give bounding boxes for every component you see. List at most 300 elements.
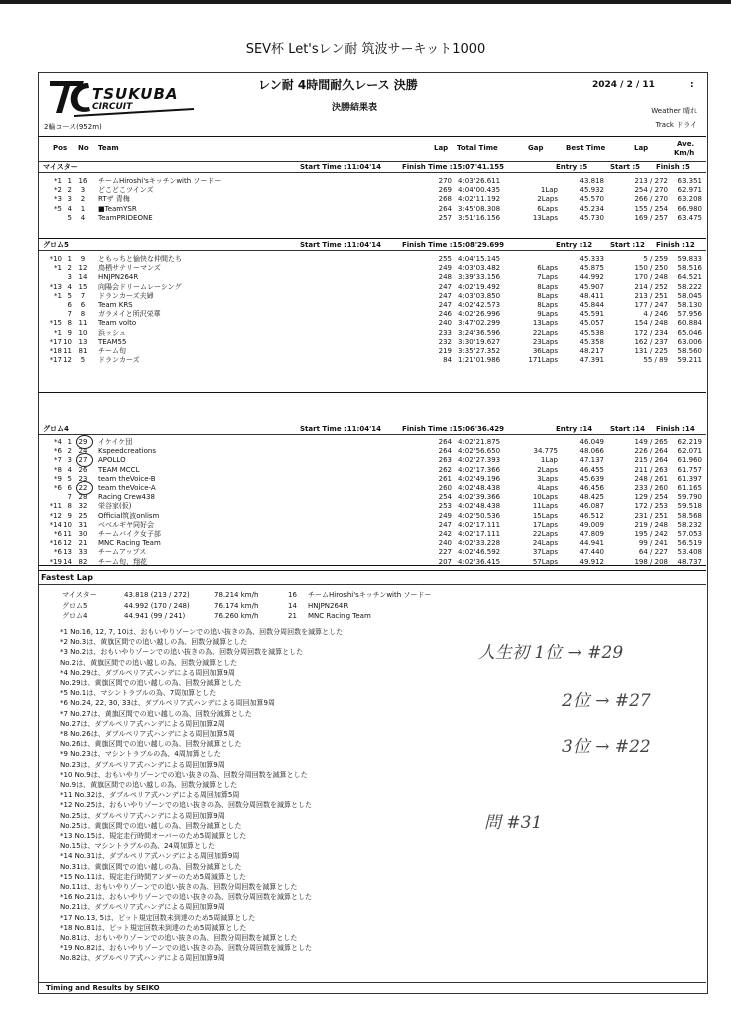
row-no: 25	[78, 511, 88, 520]
row-total: 3:35'27.352	[458, 347, 501, 355]
fastest-team: MNC Racing Team	[308, 612, 371, 620]
class-header	[40, 162, 704, 172]
row-pos: 9	[67, 511, 72, 520]
row-bestlap: 226 / 264	[634, 447, 668, 456]
row-no: 1	[80, 204, 86, 213]
row-mark: *17	[49, 356, 62, 365]
row-best: 45.591	[579, 310, 604, 319]
class-end-divider	[38, 392, 706, 393]
row-no: 9	[80, 255, 86, 263]
note-line: *7 No.27は、黄旗区間での追い越しの為、回数分減算とした	[60, 709, 252, 718]
row-no: 14	[78, 273, 88, 282]
row-ave: 62.219	[677, 438, 702, 446]
row-ave: 61.397	[677, 474, 702, 483]
event-title: SEV杯 Let'sレン耐 筑波サーキット1000	[245, 42, 486, 57]
row-pos: 12	[63, 539, 72, 548]
row-lap: 269	[438, 186, 452, 195]
row-no: 5	[80, 356, 86, 365]
row-best: 45.538	[579, 328, 604, 337]
fastest-lap-row	[40, 601, 704, 611]
row-best: 46.087	[579, 502, 604, 511]
class-header-divider	[38, 172, 706, 173]
row-mark: *7	[54, 456, 62, 465]
row-total: 4:02'36.415	[458, 557, 501, 566]
col-no: No	[78, 144, 89, 152]
col-team: Team	[98, 144, 119, 152]
note-line: No.15は、マシントラブルの為、24周加算とした	[60, 842, 215, 851]
row-team: ドランカーズ夫婦	[98, 291, 154, 300]
row-ave: 63.351	[677, 177, 702, 185]
row-lap: 247	[438, 520, 452, 529]
fastest-lap-row	[40, 590, 704, 600]
row-pos: 7	[67, 310, 72, 319]
row-total: 4:02'26.996	[458, 310, 501, 319]
row-mark: *6	[54, 484, 62, 492]
row-lap: 253	[438, 502, 452, 511]
fastest-lap-row	[40, 611, 704, 621]
row-no: 29	[78, 438, 88, 446]
row-bestlap: 233 / 260	[634, 484, 668, 492]
row-team: どこどこツインズ	[98, 186, 154, 195]
row-bestlap: 198 / 208	[634, 557, 668, 566]
row-lap: 249	[438, 511, 452, 520]
row-gap: 171Laps	[528, 356, 558, 365]
class-entry-count: Entry :12	[556, 241, 593, 249]
row-team: イケイケ団	[98, 438, 133, 446]
row-bestlap: 213 / 251	[634, 291, 668, 300]
row-no: 2	[80, 195, 86, 204]
row-bestlap: 99 / 241	[638, 539, 668, 548]
row-team: Team volto	[98, 319, 137, 328]
row-total: 4:02'17.111	[458, 520, 501, 529]
row-bestlap: 131 / 225	[634, 347, 668, 355]
row-team: Official筑波onlism	[98, 511, 160, 520]
row-pos: 8	[67, 502, 72, 511]
row-ave: 60.884	[677, 319, 702, 328]
row-best: 47.137	[579, 456, 604, 465]
class-end-divider	[38, 565, 706, 566]
row-pos: 7	[67, 493, 72, 502]
handwritten-note-1: 人生初 1位 → #29	[478, 643, 624, 663]
row-team: ■TeamYSR	[98, 204, 137, 213]
row-lap: 240	[438, 319, 452, 328]
col-ave: Ave.	[677, 140, 695, 148]
fastest-time: 44.941 (99 / 241)	[124, 612, 186, 620]
row-team: チーム旬	[98, 347, 126, 355]
row-no: 23	[78, 474, 88, 483]
row-no: 13	[78, 337, 88, 346]
row-best: 45.234	[579, 204, 604, 213]
hand-drawn-circle	[76, 435, 93, 449]
class-start-time: Start Time :11:04'14	[300, 163, 381, 171]
header-divider	[38, 136, 706, 137]
row-bestlap: 150 / 250	[634, 264, 668, 273]
row-pos: 10	[63, 520, 72, 529]
row-mark: *9	[54, 474, 62, 483]
row-no: 21	[78, 539, 88, 548]
row-lap: 254	[438, 493, 452, 502]
row-lap: 247	[438, 282, 452, 291]
row-team: TeamPRIDEONE	[98, 213, 153, 222]
footer-credit: Timing and Results by SEIKO	[46, 984, 160, 992]
row-mark: *16	[49, 539, 62, 548]
row-best: 46.512	[579, 511, 604, 520]
note-line: *4 No.29は、ダブルペリア式ハンデによる周回加算9周	[60, 668, 235, 677]
fastest-team: HNJPN264R	[308, 601, 349, 610]
row-bestlap: 64 / 227	[638, 548, 668, 557]
class-finish-count: Finish :5	[656, 163, 690, 171]
col-lap: Lap	[434, 144, 449, 152]
class-header-divider	[38, 434, 706, 435]
row-no: 11	[78, 319, 88, 328]
row-total: 4:02'42.573	[458, 301, 501, 309]
row-gap: 34.775	[533, 447, 558, 456]
row-gap: 22Laps	[532, 530, 558, 538]
row-mark: *13	[49, 282, 62, 291]
row-total: 4:02'46.592	[458, 548, 501, 557]
row-total: 4:03'03.482	[458, 264, 501, 273]
row-team: TEAM MCCL	[98, 465, 140, 474]
row-pos: 4	[67, 282, 72, 291]
row-lap: 268	[438, 195, 452, 204]
fastest-title-divider	[38, 584, 706, 585]
row-team: チームHiroshi'sキッチンwith ソードー	[98, 177, 222, 185]
row-pos: 1	[67, 177, 72, 185]
row-no: 22	[78, 484, 88, 492]
note-line: *10 No.9は、おもいやりゾーンでの追い抜きの為、回数分周回数を減算とした	[60, 770, 308, 779]
row-lap: 219	[438, 347, 452, 355]
note-line: No.29は、黄旗区間での追い越しの為、回数分減算とした	[60, 679, 242, 687]
row-no: 16	[78, 177, 88, 185]
row-best: 47.391	[579, 356, 604, 365]
row-ave: 57.053	[677, 530, 702, 538]
note-line: No.31は、黄旗区間での追い越しの為、回数分減算とした	[60, 862, 242, 871]
row-pos: 11	[63, 347, 72, 355]
row-pos: 9	[67, 328, 72, 337]
row-ave: 56.519	[677, 539, 702, 548]
row-bestlap: 213 / 272	[634, 177, 668, 185]
row-bestlap: 214 / 252	[634, 282, 668, 291]
row-total: 3:24'36.596	[458, 328, 501, 337]
row-no: 6	[80, 301, 86, 309]
row-lap: 246	[438, 310, 452, 319]
row-bestlap: 149 / 265	[634, 438, 668, 446]
row-mark: *1	[54, 177, 62, 185]
row-ave: 63.208	[677, 195, 702, 204]
row-pos: 6	[67, 301, 72, 309]
row-mark: *10	[49, 255, 62, 263]
row-bestlap: 211 / 263	[634, 465, 668, 474]
row-gap: 10Laps	[532, 493, 558, 502]
col-total: Total Time	[457, 144, 498, 152]
row-best: 45.875	[579, 264, 604, 273]
race-title: レン耐 4時間耐久レース 決勝	[258, 78, 418, 92]
row-mark: *1	[54, 328, 62, 337]
row-total: 4:03'26.611	[458, 177, 501, 185]
row-mark: *19	[49, 557, 62, 566]
note-line: *17 No.13, 5は、ピット規定回数未到達のため5周減算とした	[60, 913, 256, 922]
row-gap: 13Laps	[532, 319, 558, 328]
fastest-divider	[38, 570, 706, 571]
row-total: 4:02'17.366	[458, 465, 501, 474]
row-team: 浜ッシュ	[98, 328, 126, 337]
row-pos: 1	[67, 438, 72, 446]
row-ave: 58.560	[677, 347, 702, 355]
row-team: team theVoice-A	[98, 484, 156, 492]
course-label: 2輪コース(952m)	[44, 123, 102, 131]
class-end-divider	[38, 238, 706, 239]
col-gap: Gap	[528, 144, 544, 152]
row-team: Team KRS	[98, 301, 133, 309]
col-best: Best Time	[566, 144, 606, 152]
fastest-time: 43.818 (213 / 272)	[124, 591, 190, 599]
row-total: 4:02'11.192	[458, 195, 501, 204]
note-line: *3 No.2は、おもいやりゾーンでの追い抜きの為、回数分周回数を減算とした	[60, 648, 304, 657]
row-ave: 62.971	[677, 186, 702, 195]
row-pos: 13	[63, 548, 72, 557]
row-lap: 249	[438, 264, 452, 273]
row-bestlap: 266 / 270	[634, 195, 668, 204]
row-pos: 5	[67, 474, 72, 483]
note-line: *8 No.26は、ダブルペリア式ハンデによる周回加算5周	[60, 730, 235, 738]
row-best: 49.912	[579, 557, 604, 566]
top-edge-bar	[0, 0, 731, 4]
row-bestlap: 5 / 259	[643, 255, 668, 263]
row-mark: *15	[49, 319, 62, 328]
table-row	[40, 213, 704, 223]
row-ave: 58.568	[677, 511, 702, 520]
track-label: Track ドライ	[655, 121, 697, 129]
row-total: 4:02'56.650	[458, 447, 501, 456]
row-team: ともっちと愉快な仲間たち	[98, 255, 182, 263]
handwritten-note-4: 問 #31	[484, 813, 543, 833]
row-bestlap: 129 / 254	[634, 493, 668, 502]
row-ave: 59.211	[677, 356, 702, 365]
class-header	[40, 424, 704, 434]
row-gap: 13Laps	[532, 213, 558, 222]
row-ave: 58.130	[677, 301, 702, 309]
row-ave: 65.046	[677, 328, 702, 337]
row-gap: 36Laps	[532, 347, 558, 355]
row-team: TEAM55	[98, 337, 127, 346]
row-best: 45.358	[579, 337, 604, 346]
row-ave: 59.518	[677, 502, 702, 511]
row-total: 3:30'19.627	[458, 337, 501, 346]
row-total: 4:02'27.393	[458, 456, 501, 465]
row-mark: *17	[49, 337, 62, 346]
row-team: RTザ 青梅	[98, 195, 130, 204]
note-line: No.26は、黄旗区間での追い越しの為、回数分減算とした	[60, 740, 242, 749]
class-start-count: Start :12	[610, 241, 645, 249]
row-mark: *12	[49, 511, 62, 520]
row-no: 82	[78, 557, 88, 566]
row-no: 30	[78, 530, 88, 538]
class-entry-count: Entry :5	[556, 163, 588, 171]
row-total: 4:02'50.536	[458, 511, 501, 520]
col-ave-unit: Km/h	[674, 149, 695, 157]
row-mark: *18	[49, 347, 62, 355]
note-line: *2 No.3は、黄旗区間での追い越しの為、回数分減算とした	[60, 638, 248, 647]
row-total: 4:02'39.366	[458, 493, 501, 502]
note-line: No.11は、おもいやりゾーンでの追い抜きの為、回数分周回数を減算とした	[60, 883, 298, 891]
row-gap: 4Laps	[537, 484, 558, 492]
class-header	[40, 240, 704, 250]
row-mark: *8	[54, 465, 62, 474]
row-ave: 63.006	[677, 337, 702, 346]
row-team: チーム旬、翔花	[98, 557, 147, 566]
row-best: 48.411	[579, 291, 604, 300]
row-pos: 1	[67, 255, 72, 263]
note-line: No.25は、ダブルペリア式ハンデによる周回加算9周	[60, 811, 225, 820]
row-lap: 248	[438, 273, 452, 282]
row-best: 45.730	[579, 213, 604, 222]
row-gap: 2Laps	[537, 465, 558, 474]
row-bestlap: 155 / 254	[634, 204, 668, 213]
row-bestlap: 55 / 89	[643, 356, 668, 365]
row-no: 31	[78, 520, 88, 529]
row-lap: 261	[438, 474, 452, 483]
row-ave: 62.071	[677, 447, 702, 456]
fastest-team: チームHiroshi'sキッチンwith ソードー	[308, 591, 432, 599]
class-name: グロム4	[43, 425, 69, 433]
row-no: 32	[78, 502, 88, 511]
class-name: マイスター	[43, 163, 78, 171]
row-gap: 6Laps	[537, 264, 558, 273]
row-mark: *14	[49, 520, 62, 529]
weather-label: Weather 晴れ	[651, 107, 697, 115]
row-no: 28	[78, 493, 88, 502]
fastest-lap-title: Fastest Lap	[41, 573, 93, 582]
row-gap: 15Laps	[532, 511, 558, 520]
row-ave: 59.790	[677, 493, 702, 502]
row-lap: 260	[438, 484, 452, 492]
row-pos: 2	[67, 264, 72, 273]
note-line: No.81は、おもいやりゾーンでの追い抜きの為、回数分周回数を減算とした	[60, 934, 298, 942]
row-no: 8	[80, 310, 86, 319]
row-ave: 48.737	[677, 557, 702, 566]
row-no: 33	[78, 548, 88, 557]
doc-title: 決勝結果表	[332, 103, 378, 113]
row-total: 4:02'48.438	[458, 484, 501, 492]
row-ave: 57.956	[677, 310, 702, 319]
row-mark: *11	[49, 502, 62, 511]
row-ave: 58.045	[677, 291, 702, 300]
row-lap: 262	[438, 465, 452, 474]
note-line: *14 No.31は、ダブルペリア式ハンデによる周回加算9周	[60, 852, 240, 861]
fastest-no: 14	[288, 601, 297, 610]
note-line: No.9は、黄旗区間での追い越しの為、回数分減算とした	[60, 781, 238, 789]
row-team: ドランカーズ	[98, 356, 140, 365]
row-lap: 264	[438, 438, 452, 446]
note-line: *9 No.23は、マシントラブルの為、4周加算とした	[60, 750, 221, 759]
row-lap: 257	[438, 213, 452, 222]
row-team: Racing Crew438	[98, 493, 155, 502]
class-finish-count: Finish :12	[656, 241, 695, 249]
fastest-no: 21	[288, 612, 297, 620]
row-ave: 61.960	[677, 456, 702, 465]
row-lap: 242	[438, 530, 452, 538]
row-team: Kspeedcreations	[98, 447, 156, 456]
row-mark: *6	[54, 530, 62, 538]
row-gap: 1Lap	[540, 186, 558, 195]
row-bestlap: 215 / 264	[634, 456, 668, 465]
class-finish-time: Finish Time :15:07'41.155	[402, 163, 505, 171]
row-mark: *6	[54, 447, 62, 456]
row-best: 45.844	[579, 301, 604, 309]
row-lap: 255	[438, 255, 452, 263]
row-pos: 8	[67, 319, 72, 328]
row-pos: 14	[63, 557, 72, 566]
row-ave: 63.475	[677, 213, 702, 222]
row-mark: *6	[54, 548, 62, 557]
row-best: 48.217	[579, 347, 604, 355]
row-gap: 17Laps	[532, 520, 558, 529]
row-team: APOLLO	[98, 456, 126, 465]
note-line: *19 No.82は、おもいやりゾーンでの追い抜きの為、回数分周回数を減算とした	[60, 944, 313, 953]
row-lap: 232	[438, 337, 452, 346]
row-pos: 11	[63, 530, 72, 538]
row-bestlap: 254 / 270	[634, 186, 668, 195]
row-no: 24	[78, 447, 88, 456]
row-pos: 4	[67, 204, 72, 213]
note-line: No.25は、黄旗区間での追い越しの為、回数分減算とした	[60, 821, 242, 830]
row-gap: 8Laps	[537, 301, 558, 309]
note-line: No.2は、黄旗区間での追い越しの為、回数分減算とした	[60, 658, 238, 667]
row-best: 45.057	[579, 319, 604, 328]
row-ave: 58.222	[677, 282, 702, 291]
row-bestlap: 177 / 247	[634, 301, 668, 309]
row-gap: 57Laps	[532, 557, 558, 566]
row-bestlap: 162 / 237	[634, 337, 668, 346]
row-gap: 24Laps	[532, 539, 558, 548]
row-lap: 247	[438, 291, 452, 300]
tsukuba-circuit-logo	[44, 75, 194, 119]
row-no: 3	[80, 186, 86, 195]
row-total: 1:21'01.986	[458, 356, 501, 365]
row-pos: 10	[63, 337, 72, 346]
row-gap: 8Laps	[537, 282, 558, 291]
fastest-speed: 76.174 km/h	[214, 601, 259, 610]
note-line: No.82は、ダブルペリア式ハンデによる周回加算9周	[60, 954, 225, 963]
row-gap: 2Laps	[537, 195, 558, 204]
hand-drawn-circle	[76, 481, 93, 495]
row-best: 48.066	[579, 447, 604, 456]
row-best: 45.639	[579, 474, 604, 483]
class-name: グロム5	[43, 241, 69, 249]
row-bestlap: 172 / 234	[634, 328, 668, 337]
row-total: 3:47'02.299	[458, 319, 501, 328]
row-no: 81	[78, 347, 88, 355]
row-team: 鳥栖サテリーマンズ	[98, 264, 161, 273]
row-bestlap: 154 / 248	[634, 319, 668, 328]
footer-divider	[38, 982, 706, 983]
row-pos: 6	[67, 484, 72, 492]
row-mark: *2	[54, 186, 62, 195]
note-line: *11 No.32は、ダブルペリア式ハンデによる周回加算5周	[60, 791, 240, 800]
note-line: *15 No.11は、規定走行時間アンダーのため5周減算とした	[60, 872, 247, 881]
column-header	[40, 140, 704, 157]
class-entry-count: Entry :14	[556, 425, 593, 433]
row-gap: 23Laps	[532, 337, 558, 346]
row-gap: 22Laps	[532, 328, 558, 337]
row-ave: 66.980	[677, 204, 702, 213]
row-mark: *1	[54, 291, 62, 300]
row-mark: *1	[54, 264, 62, 273]
row-no: 4	[80, 213, 86, 222]
fastest-time: 44.992 (170 / 248)	[124, 601, 190, 610]
note-line: *6 No.24, 22, 30, 33は、ダブルペリア式ハンデによる周回加算9周	[60, 699, 275, 708]
row-ave: 59.833	[677, 255, 702, 263]
